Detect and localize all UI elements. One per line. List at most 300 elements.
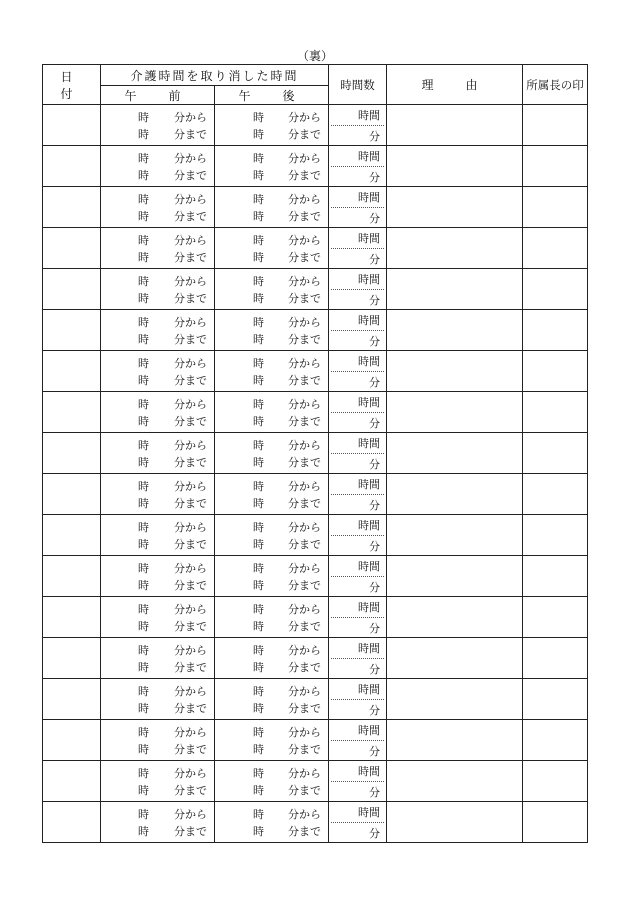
hour-label: 時 — [138, 538, 149, 551]
reason-cell[interactable] — [387, 105, 523, 146]
hour-label: 時 — [253, 316, 264, 329]
am-time-cell[interactable] — [101, 351, 215, 392]
date-cell[interactable] — [43, 310, 101, 351]
dotted-divider — [331, 166, 384, 167]
table-row — [43, 597, 588, 638]
reason-cell[interactable] — [387, 433, 523, 474]
hours-cell[interactable] — [329, 679, 387, 720]
cancelled-time-header: 介護時間を取り消した時間 — [101, 65, 329, 86]
hour-label: 時 — [253, 603, 264, 616]
seal-cell[interactable] — [523, 638, 588, 679]
pm-time-cell[interactable] — [215, 392, 329, 433]
reason-cell[interactable] — [387, 679, 523, 720]
table-row — [43, 269, 588, 310]
dotted-divider — [331, 658, 384, 659]
hour-label: 時 — [253, 521, 264, 534]
to-minute-label: 分まで — [174, 620, 207, 633]
hour-label: 時 — [138, 562, 149, 575]
minutes-unit-label: 分 — [369, 827, 381, 840]
minutes-unit-label: 分 — [369, 622, 381, 635]
hour-label: 時 — [138, 521, 149, 534]
to-minute-label: 分まで — [288, 661, 321, 674]
from-minute-label: 分から — [174, 726, 207, 739]
from-minute-label: 分から — [174, 439, 207, 452]
am-time-cell[interactable] — [101, 187, 215, 228]
hour-label: 時 — [138, 579, 149, 592]
date-cell[interactable] — [43, 597, 101, 638]
hours-cell[interactable] — [329, 474, 387, 515]
hour-label: 時 — [138, 333, 149, 346]
hour-label: 時 — [253, 726, 264, 739]
seal-cell[interactable] — [523, 556, 588, 597]
from-minute-label: 分から — [288, 193, 321, 206]
am-time-cell[interactable] — [101, 638, 215, 679]
hours-unit-label: 時間 — [358, 355, 381, 368]
pm-time-cell[interactable] — [215, 638, 329, 679]
from-minute-label: 分から — [174, 808, 207, 821]
hours-unit-label: 時間 — [358, 191, 381, 204]
hour-label: 時 — [253, 685, 264, 698]
hours-cell[interactable] — [329, 433, 387, 474]
date-cell[interactable] — [43, 269, 101, 310]
hour-label: 時 — [138, 152, 149, 165]
date-cell[interactable] — [43, 351, 101, 392]
table-row — [43, 105, 588, 146]
hours-unit-label: 時間 — [358, 642, 381, 655]
minutes-unit-label: 分 — [369, 171, 381, 184]
dotted-divider — [331, 535, 384, 536]
hour-label: 時 — [253, 333, 264, 346]
table-row — [43, 720, 588, 761]
to-minute-label: 分まで — [288, 169, 321, 182]
date-cell[interactable] — [43, 556, 101, 597]
minutes-unit-label: 分 — [369, 663, 381, 676]
hour-label: 時 — [138, 111, 149, 124]
minutes-unit-label: 分 — [369, 704, 381, 717]
date-cell[interactable] — [43, 187, 101, 228]
hours-unit-label: 時間 — [358, 519, 381, 532]
dotted-divider — [331, 289, 384, 290]
to-minute-label: 分まで — [174, 374, 207, 387]
to-minute-label: 分まで — [174, 743, 207, 756]
pm-column-header: 午 後 — [215, 86, 329, 105]
seal-cell[interactable] — [523, 392, 588, 433]
hours-unit-label: 時間 — [358, 232, 381, 245]
from-minute-label: 分から — [288, 685, 321, 698]
hour-label: 時 — [253, 562, 264, 575]
reason-cell[interactable] — [387, 515, 523, 556]
pm-time-cell[interactable] — [215, 474, 329, 515]
hour-label: 時 — [138, 767, 149, 780]
pm-time-cell[interactable] — [215, 228, 329, 269]
hour-label: 時 — [138, 275, 149, 288]
pm-time-cell[interactable] — [215, 269, 329, 310]
hour-label: 時 — [138, 374, 149, 387]
minutes-unit-label: 分 — [369, 745, 381, 758]
hour-label: 時 — [253, 702, 264, 715]
seal-cell[interactable] — [523, 187, 588, 228]
hours-unit-label: 時間 — [358, 478, 381, 491]
minutes-unit-label: 分 — [369, 130, 381, 143]
hour-label: 時 — [253, 415, 264, 428]
hour-label: 時 — [253, 111, 264, 124]
to-minute-label: 分まで — [174, 210, 207, 223]
am-time-cell[interactable] — [101, 146, 215, 187]
seal-column-header: 所属長の印 — [523, 65, 588, 105]
hour-label: 時 — [138, 357, 149, 370]
hours-unit-label: 時間 — [358, 273, 381, 286]
minutes-unit-label: 分 — [369, 294, 381, 307]
from-minute-label: 分から — [288, 603, 321, 616]
hours-cell[interactable] — [329, 310, 387, 351]
hour-label: 時 — [253, 152, 264, 165]
hour-label: 時 — [253, 743, 264, 756]
hours-cell[interactable] — [329, 761, 387, 802]
table-row — [43, 515, 588, 556]
hour-label: 時 — [253, 784, 264, 797]
to-minute-label: 分まで — [288, 292, 321, 305]
to-minute-label: 分まで — [288, 497, 321, 510]
hours-cell[interactable] — [329, 720, 387, 761]
minutes-unit-label: 分 — [369, 581, 381, 594]
pm-time-cell[interactable] — [215, 187, 329, 228]
reason-cell[interactable] — [387, 228, 523, 269]
hour-label: 時 — [253, 251, 264, 264]
from-minute-label: 分から — [288, 234, 321, 247]
from-minute-label: 分から — [174, 193, 207, 206]
pm-time-cell[interactable] — [215, 146, 329, 187]
from-minute-label: 分から — [174, 152, 207, 165]
table-row — [43, 433, 588, 474]
hours-cell[interactable] — [329, 269, 387, 310]
hours-column-header: 時間数 — [329, 65, 387, 105]
reason-cell[interactable] — [387, 474, 523, 515]
seal-cell[interactable] — [523, 351, 588, 392]
from-minute-label: 分から — [174, 603, 207, 616]
date-cell[interactable] — [43, 720, 101, 761]
to-minute-label: 分まで — [288, 210, 321, 223]
hour-label: 時 — [138, 808, 149, 821]
from-minute-label: 分から — [174, 234, 207, 247]
hours-cell[interactable] — [329, 228, 387, 269]
hours-cell[interactable] — [329, 187, 387, 228]
hour-label: 時 — [138, 193, 149, 206]
hours-unit-label: 時間 — [358, 601, 381, 614]
pm-time-cell[interactable] — [215, 433, 329, 474]
pm-time-cell[interactable] — [215, 105, 329, 146]
am-time-cell[interactable] — [101, 556, 215, 597]
reason-cell[interactable] — [387, 146, 523, 187]
date-cell[interactable] — [43, 638, 101, 679]
cancelled-care-time-table — [42, 64, 588, 843]
hours-cell[interactable] — [329, 638, 387, 679]
am-time-cell[interactable] — [101, 474, 215, 515]
hours-unit-label: 時間 — [358, 437, 381, 450]
minutes-unit-label: 分 — [369, 376, 381, 389]
reason-cell[interactable] — [387, 556, 523, 597]
to-minute-label: 分まで — [174, 128, 207, 141]
from-minute-label: 分から — [174, 644, 207, 657]
am-time-cell[interactable] — [101, 720, 215, 761]
hour-label: 時 — [138, 644, 149, 657]
to-minute-label: 分まで — [174, 497, 207, 510]
hour-label: 時 — [253, 456, 264, 469]
hour-label: 時 — [138, 169, 149, 182]
dotted-divider — [331, 248, 384, 249]
from-minute-label: 分から — [288, 439, 321, 452]
table-row — [43, 228, 588, 269]
dotted-divider — [331, 412, 384, 413]
reason-column-header: 理 由 — [387, 65, 523, 105]
am-time-cell[interactable] — [101, 802, 215, 843]
table-row — [43, 187, 588, 228]
from-minute-label: 分から — [174, 562, 207, 575]
am-time-cell[interactable] — [101, 269, 215, 310]
hours-cell[interactable] — [329, 802, 387, 843]
minutes-unit-label: 分 — [369, 458, 381, 471]
hour-label: 時 — [138, 251, 149, 264]
hour-label: 時 — [138, 292, 149, 305]
hour-label: 時 — [138, 480, 149, 493]
am-time-cell[interactable] — [101, 105, 215, 146]
minutes-unit-label: 分 — [369, 212, 381, 225]
dotted-divider — [331, 371, 384, 372]
seal-cell[interactable] — [523, 433, 588, 474]
table-row — [43, 761, 588, 802]
am-time-cell[interactable] — [101, 392, 215, 433]
hours-unit-label: 時間 — [358, 806, 381, 819]
hour-label: 時 — [253, 292, 264, 305]
from-minute-label: 分から — [288, 111, 321, 124]
table-row — [43, 556, 588, 597]
to-minute-label: 分まで — [174, 251, 207, 264]
reason-cell[interactable] — [387, 597, 523, 638]
to-minute-label: 分まで — [288, 784, 321, 797]
to-minute-label: 分まで — [288, 374, 321, 387]
seal-cell[interactable] — [523, 474, 588, 515]
seal-cell[interactable] — [523, 597, 588, 638]
date-cell[interactable] — [43, 105, 101, 146]
hour-label: 時 — [138, 620, 149, 633]
pm-time-cell[interactable] — [215, 351, 329, 392]
seal-cell[interactable] — [523, 105, 588, 146]
from-minute-label: 分から — [174, 111, 207, 124]
am-time-cell[interactable] — [101, 679, 215, 720]
to-minute-label: 分まで — [174, 456, 207, 469]
hour-label: 時 — [138, 603, 149, 616]
hours-cell[interactable] — [329, 515, 387, 556]
to-minute-label: 分まで — [174, 579, 207, 592]
hour-label: 時 — [138, 316, 149, 329]
dotted-divider — [331, 453, 384, 454]
seal-cell[interactable] — [523, 228, 588, 269]
hours-unit-label: 時間 — [358, 560, 381, 573]
am-time-cell[interactable] — [101, 310, 215, 351]
to-minute-label: 分まで — [288, 333, 321, 346]
reason-cell[interactable] — [387, 269, 523, 310]
date-cell[interactable] — [43, 761, 101, 802]
from-minute-label: 分から — [288, 316, 321, 329]
table-row — [43, 679, 588, 720]
to-minute-label: 分まで — [288, 620, 321, 633]
date-cell[interactable] — [43, 679, 101, 720]
hours-cell[interactable] — [329, 597, 387, 638]
hour-label: 時 — [253, 538, 264, 551]
from-minute-label: 分から — [288, 562, 321, 575]
hour-label: 時 — [253, 644, 264, 657]
reason-cell[interactable] — [387, 351, 523, 392]
am-time-cell[interactable] — [101, 228, 215, 269]
to-minute-label: 分まで — [288, 128, 321, 141]
to-minute-label: 分まで — [174, 169, 207, 182]
hours-unit-label: 時間 — [358, 150, 381, 163]
hour-label: 時 — [253, 825, 264, 838]
pm-time-cell[interactable] — [215, 720, 329, 761]
seal-cell[interactable] — [523, 802, 588, 843]
hour-label: 時 — [253, 620, 264, 633]
minutes-unit-label: 分 — [369, 786, 381, 799]
date-cell[interactable] — [43, 392, 101, 433]
date-cell[interactable] — [43, 474, 101, 515]
to-minute-label: 分まで — [174, 292, 207, 305]
date-cell[interactable] — [43, 802, 101, 843]
pm-time-cell[interactable] — [215, 597, 329, 638]
from-minute-label: 分から — [288, 357, 321, 370]
seal-cell[interactable] — [523, 515, 588, 556]
date-cell[interactable] — [43, 515, 101, 556]
seal-cell[interactable] — [523, 269, 588, 310]
to-minute-label: 分まで — [288, 251, 321, 264]
am-time-cell[interactable] — [101, 433, 215, 474]
to-minute-label: 分まで — [288, 825, 321, 838]
am-time-cell[interactable] — [101, 761, 215, 802]
pm-time-cell[interactable] — [215, 679, 329, 720]
to-minute-label: 分まで — [288, 702, 321, 715]
reason-cell[interactable] — [387, 802, 523, 843]
reason-cell[interactable] — [387, 310, 523, 351]
hours-cell[interactable] — [329, 105, 387, 146]
table-row — [43, 802, 588, 843]
hour-label: 時 — [253, 169, 264, 182]
to-minute-label: 分まで — [174, 661, 207, 674]
am-time-cell[interactable] — [101, 515, 215, 556]
seal-cell[interactable] — [523, 679, 588, 720]
from-minute-label: 分から — [288, 767, 321, 780]
hours-cell[interactable] — [329, 351, 387, 392]
dotted-divider — [331, 125, 384, 126]
hour-label: 時 — [138, 702, 149, 715]
to-minute-label: 分まで — [288, 415, 321, 428]
table-row — [43, 638, 588, 679]
hours-unit-label: 時間 — [358, 396, 381, 409]
to-minute-label: 分まで — [288, 538, 321, 551]
minutes-unit-label: 分 — [369, 540, 381, 553]
minutes-unit-label: 分 — [369, 253, 381, 266]
seal-cell[interactable] — [523, 146, 588, 187]
pm-time-cell[interactable] — [215, 556, 329, 597]
table-row — [43, 310, 588, 351]
to-minute-label: 分まで — [174, 702, 207, 715]
hour-label: 時 — [138, 685, 149, 698]
reason-cell[interactable] — [387, 720, 523, 761]
reason-cell[interactable] — [387, 761, 523, 802]
reason-cell[interactable] — [387, 638, 523, 679]
from-minute-label: 分から — [174, 767, 207, 780]
from-minute-label: 分から — [174, 398, 207, 411]
reason-cell[interactable] — [387, 187, 523, 228]
dotted-divider — [331, 781, 384, 782]
to-minute-label: 分まで — [174, 415, 207, 428]
am-time-cell[interactable] — [101, 597, 215, 638]
hour-label: 時 — [138, 398, 149, 411]
pm-time-cell[interactable] — [215, 802, 329, 843]
dotted-divider — [331, 576, 384, 577]
from-minute-label: 分から — [288, 152, 321, 165]
dotted-divider — [331, 330, 384, 331]
date-cell[interactable] — [43, 146, 101, 187]
seal-cell[interactable] — [523, 761, 588, 802]
hour-label: 時 — [253, 767, 264, 780]
hours-cell[interactable] — [329, 556, 387, 597]
from-minute-label: 分から — [288, 275, 321, 288]
hour-label: 時 — [138, 234, 149, 247]
page-side-label: （裏） — [296, 49, 333, 63]
minutes-unit-label: 分 — [369, 499, 381, 512]
table-row — [43, 392, 588, 433]
hours-cell[interactable] — [329, 146, 387, 187]
hour-label: 時 — [138, 825, 149, 838]
date-cell[interactable] — [43, 433, 101, 474]
from-minute-label: 分から — [288, 480, 321, 493]
seal-cell[interactable] — [523, 310, 588, 351]
date-column-header: 日 付 — [43, 65, 101, 105]
pm-time-cell[interactable] — [215, 761, 329, 802]
hour-label: 時 — [253, 808, 264, 821]
pm-time-cell[interactable] — [215, 310, 329, 351]
from-minute-label: 分から — [288, 398, 321, 411]
hour-label: 時 — [253, 661, 264, 674]
hours-unit-label: 時間 — [358, 683, 381, 696]
am-column-header: 午 前 — [101, 86, 215, 105]
from-minute-label: 分から — [174, 685, 207, 698]
hours-unit-label: 時間 — [358, 765, 381, 778]
table-row — [43, 474, 588, 515]
seal-cell[interactable] — [523, 720, 588, 761]
dotted-divider — [331, 740, 384, 741]
from-minute-label: 分から — [288, 808, 321, 821]
from-minute-label: 分から — [174, 480, 207, 493]
hour-label: 時 — [253, 210, 264, 223]
hour-label: 時 — [253, 357, 264, 370]
hour-label: 時 — [253, 497, 264, 510]
pm-time-cell[interactable] — [215, 515, 329, 556]
hour-label: 時 — [138, 497, 149, 510]
hours-cell[interactable] — [329, 392, 387, 433]
hour-label: 時 — [253, 275, 264, 288]
from-minute-label: 分から — [288, 644, 321, 657]
table-row — [43, 351, 588, 392]
from-minute-label: 分から — [174, 521, 207, 534]
hour-label: 時 — [253, 234, 264, 247]
hour-label: 時 — [138, 128, 149, 141]
hour-label: 時 — [138, 439, 149, 452]
to-minute-label: 分まで — [288, 743, 321, 756]
hour-label: 時 — [138, 784, 149, 797]
reason-cell[interactable] — [387, 392, 523, 433]
from-minute-label: 分から — [174, 357, 207, 370]
date-cell[interactable] — [43, 228, 101, 269]
from-minute-label: 分から — [174, 275, 207, 288]
